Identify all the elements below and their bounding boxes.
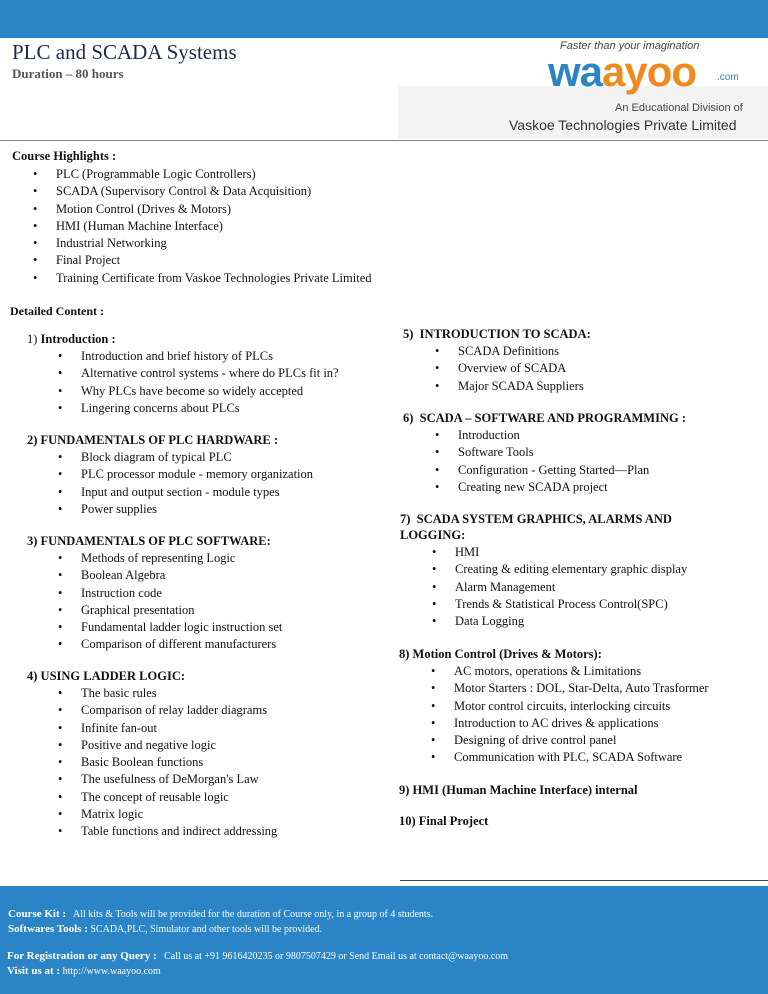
topic-item: • The basic rules xyxy=(58,685,277,702)
top-banner xyxy=(0,0,768,38)
module-title-text: HMI (Human Machine Interface) internal xyxy=(412,783,638,797)
module-title-text: Introduction : xyxy=(40,332,116,346)
topic-item: • PLC processor module - memory organization xyxy=(58,466,313,483)
topic-item: • Creating & editing elementary graphic display xyxy=(432,561,687,578)
topic-item: • Introduction xyxy=(435,427,686,444)
topic-item: • Infinite fan-out xyxy=(58,720,277,737)
module-10 xyxy=(399,813,488,829)
module-title xyxy=(399,646,709,662)
module-number: 4) xyxy=(27,669,38,683)
software-tools-text: SCADA,PLC, Simulator and other tools will be provided. xyxy=(90,924,323,935)
highlight-item: • HMI (Human Machine Interface) xyxy=(33,218,372,235)
module-title xyxy=(399,813,488,829)
module-title xyxy=(27,331,339,347)
topic-item: • Software Tools xyxy=(435,444,686,461)
module-number: 6) xyxy=(403,411,414,425)
module-topic-list xyxy=(432,544,687,630)
topic-item: • Input and output section - module types xyxy=(58,484,313,501)
module-title-text: Final Project xyxy=(418,814,489,828)
topic-item: • Data Logging xyxy=(432,613,687,630)
module-number: 5) xyxy=(403,327,414,341)
highlight-item: • PLC (Programmable Logic Controllers) xyxy=(33,166,372,183)
footer-banner xyxy=(0,886,768,994)
topic-item: • Trends & Statistical Process Control(SPC) xyxy=(432,596,687,613)
topic-item: • Introduction and brief history of PLCs xyxy=(58,348,339,365)
topic-item: • Configuration - Getting Started—Plan xyxy=(435,462,686,479)
topic-item: • Positive and negative logic xyxy=(58,737,277,754)
logo-dotcom: .com xyxy=(717,72,739,83)
topic-item: • Block diagram of typical PLC xyxy=(58,449,313,466)
topic-item: • Lingering concerns about PLCs xyxy=(58,400,339,417)
module-title xyxy=(403,410,686,426)
topic-item: • Why PLCs have become so widely accepted xyxy=(58,383,339,400)
course-kit-label: Course Kit : xyxy=(8,908,67,920)
module-title-text: Motion Control (Drives & Motors): xyxy=(412,647,602,661)
topic-item: • The concept of reusable logic xyxy=(58,789,277,806)
highlight-item: • Final Project xyxy=(33,252,372,269)
module-number: 10) xyxy=(399,814,416,828)
topic-item: • Comparison of relay ladder diagrams xyxy=(58,702,277,719)
company-name: Vaskoe Technologies Private Limited xyxy=(509,117,737,133)
topic-item: • Comparison of different manufacturers xyxy=(58,636,282,653)
highlight-item: • Training Certificate from Vaskoe Technologies Private Limited xyxy=(33,270,372,287)
module-title-text: SCADA – SOFTWARE AND PROGRAMMING : xyxy=(419,411,686,425)
module-4 xyxy=(27,668,277,841)
topic-item: • Creating new SCADA project xyxy=(435,479,686,496)
module-title xyxy=(27,668,277,684)
software-tools-line xyxy=(8,923,322,935)
topic-item: • Graphical presentation xyxy=(58,602,282,619)
module-8 xyxy=(399,646,709,767)
topic-item: • HMI xyxy=(432,544,687,561)
highlight-item: • Motion Control (Drives & Motors) xyxy=(33,201,372,218)
topic-item: • SCADA Definitions xyxy=(435,343,591,360)
highlight-item: • Industrial Networking xyxy=(33,235,372,252)
topic-item: • Boolean Algebra xyxy=(58,567,282,584)
module-5 xyxy=(403,326,591,395)
topic-item: • Power supplies xyxy=(58,501,313,518)
visit-line xyxy=(7,965,161,977)
software-tools-label: Softwares Tools : xyxy=(8,923,88,935)
topic-item: • Designing of drive control panel xyxy=(431,732,709,749)
module-topic-list xyxy=(58,348,339,417)
module-topic-list xyxy=(435,427,686,496)
visit-label: Visit us at : xyxy=(7,965,61,977)
course-kit-line xyxy=(8,908,433,920)
highlight-item: • SCADA (Supervisory Control & Data Acquisition) xyxy=(33,183,372,200)
module-number: 2) xyxy=(27,433,38,447)
module-topic-list xyxy=(58,550,282,654)
topic-item: • Motor control circuits, interlocking circuits xyxy=(431,698,709,715)
topic-item: • Fundamental ladder logic instruction set xyxy=(58,619,282,636)
topic-item: • Alternative control systems - where do PLCs fit in? xyxy=(58,365,339,382)
page-title: PLC and SCADA Systems xyxy=(12,40,237,64)
module-topic-list xyxy=(431,663,709,767)
highlights-list xyxy=(33,166,372,287)
registration-line xyxy=(7,950,508,962)
module-title-text: SCADA SYSTEM GRAPHICS, ALARMS AND xyxy=(416,512,672,526)
course-kit-text: All kits & Tools will be provided for the duration of Course only, in a group of 4 students. xyxy=(73,909,434,920)
topic-item: • Introduction to AC drives & applications xyxy=(431,715,709,732)
module-7 xyxy=(400,511,687,630)
detailed-heading: Detailed Content : xyxy=(10,304,104,318)
waayoo-logo xyxy=(548,48,696,96)
division-label: An Educational Division of xyxy=(615,102,743,114)
topic-item: • Basic Boolean functions xyxy=(58,754,277,771)
module-title-text-continued: LOGGING: xyxy=(400,528,466,542)
topic-item: • Communication with PLC, SCADA Software xyxy=(431,749,709,766)
module-topic-list xyxy=(435,343,591,395)
module-9 xyxy=(399,782,638,798)
module-title xyxy=(27,432,313,448)
header-divider xyxy=(0,140,768,141)
module-number: 1) xyxy=(27,332,38,346)
topic-item: • Table functions and indirect addressing xyxy=(58,823,277,840)
module-topic-list xyxy=(58,449,313,518)
module-number: 7) xyxy=(400,512,411,526)
module-title-text: FUNDAMENTALS OF PLC SOFTWARE: xyxy=(40,534,271,548)
module-number: 8) xyxy=(399,647,410,661)
module-title xyxy=(399,782,638,798)
module-6 xyxy=(403,410,686,496)
topic-item: • AC motors, operations & Limitations xyxy=(431,663,709,680)
module-3 xyxy=(27,533,282,654)
module-title-text: FUNDAMENTALS OF PLC HARDWARE : xyxy=(40,433,279,447)
topic-item: • Alarm Management xyxy=(432,579,687,596)
topic-item: • Major SCADA Suppliers xyxy=(435,378,591,395)
module-title xyxy=(27,533,282,549)
module-number: 3) xyxy=(27,534,38,548)
topic-item: • Methods of representing Logic xyxy=(58,550,282,567)
content-divider xyxy=(400,880,768,881)
topic-item: • Instruction code xyxy=(58,585,282,602)
module-number: 9) xyxy=(399,783,410,797)
topic-item: • Overview of SCADA xyxy=(435,360,591,377)
module-1 xyxy=(27,331,339,417)
registration-text[interactable]: Call us at +91 9616420235 or 9807507429 or Send Email us at contact@waayoo.com xyxy=(164,951,509,962)
module-title xyxy=(403,326,591,342)
logo-tagline: Faster than your imagination xyxy=(560,40,700,52)
topic-item: • The usefulness of DeMorgan's Law xyxy=(58,771,277,788)
module-title-text: INTRODUCTION TO SCADA: xyxy=(419,327,591,341)
highlights-heading: Course Highlights : xyxy=(12,149,117,163)
logo-text-b: ayoo xyxy=(602,48,697,95)
topic-item: • Matrix logic xyxy=(58,806,277,823)
logo-text-a: wa xyxy=(548,48,603,95)
module-2 xyxy=(27,432,313,518)
topic-item: • Motor Starters : DOL, Star-Delta, Auto Trasformer xyxy=(431,680,709,697)
course-duration: Duration – 80 hours xyxy=(12,66,124,81)
registration-label: For Registration or any Query : xyxy=(7,950,157,962)
module-title xyxy=(400,511,687,543)
module-title-text: USING LADDER LOGIC: xyxy=(40,669,186,683)
website-link[interactable]: http://www.waayoo.com xyxy=(62,966,161,977)
module-topic-list xyxy=(58,685,277,841)
